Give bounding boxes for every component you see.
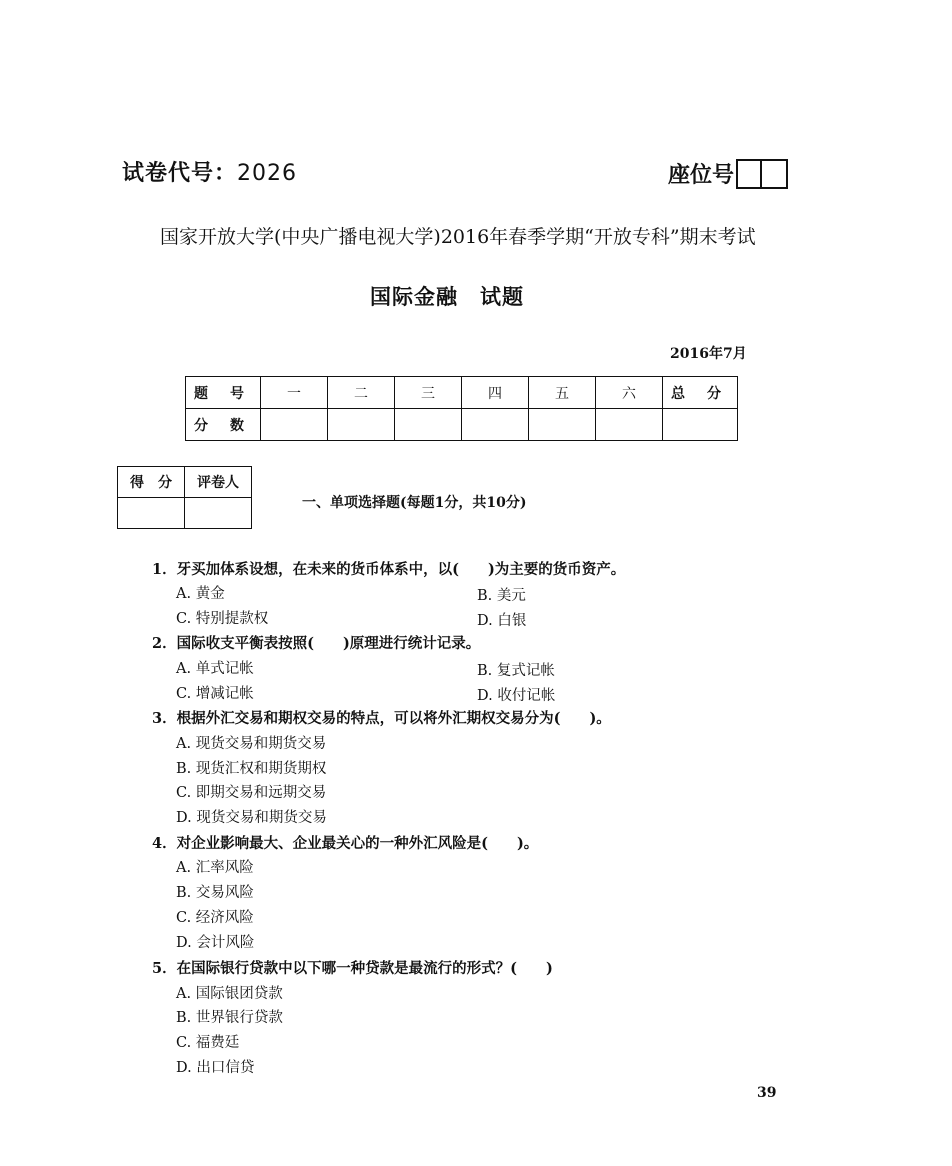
score-table-cell: 五	[529, 377, 596, 409]
question-option: A. 黄金	[176, 586, 225, 602]
question-option: B. 现货汇权和期货期权	[176, 761, 327, 777]
question-stem: 2．国际收支平衡表按照( )原理进行统计记录。	[152, 635, 481, 652]
question-option: B. 世界银行贷款	[176, 1010, 283, 1026]
question-stem: 1．牙买加体系设想，在未来的货币体系中，以( )为主要的货币资产。	[152, 561, 626, 578]
score-entry-cell[interactable]	[596, 409, 663, 441]
question-option: D. 收付记帐	[477, 688, 556, 704]
exam-date: 2016年7月	[670, 346, 747, 362]
question-option: B. 美元	[477, 588, 526, 604]
seat-label: 座位号	[668, 162, 735, 188]
paper-code	[122, 156, 297, 187]
question-option: A. 单式记帐	[176, 661, 254, 677]
question-stem: 4．对企业影响最大、企业最关心的一种外汇风险是( )。	[152, 835, 539, 852]
grader-name-cell[interactable]	[185, 498, 252, 529]
question-option: C. 即期交易和远期交易	[176, 785, 327, 801]
score-entry-cell[interactable]	[462, 409, 529, 441]
question-stem: 5．在国际银行贷款中以下哪一种贷款是最流行的形式？( )	[152, 960, 553, 977]
score-table-cell: 三	[395, 377, 462, 409]
score-entry-cell[interactable]	[529, 409, 596, 441]
score-table-cell: 总 分	[663, 377, 738, 409]
grader-score-label: 得 分	[118, 467, 185, 498]
question-option: A. 国际银团贷款	[176, 986, 283, 1002]
subject-title: 国际金融 试题	[370, 284, 524, 309]
score-table-cell: 一	[261, 377, 328, 409]
score-entry-cell[interactable]	[663, 409, 738, 441]
grader-table	[117, 466, 252, 529]
question-option: A. 现货交易和期货交易	[176, 736, 327, 752]
question-option: A. 汇率风险	[176, 860, 254, 876]
seat-number	[668, 158, 788, 189]
paper-code-label: 试卷代号：	[122, 160, 238, 186]
question-option: D. 出口信贷	[176, 1060, 255, 1076]
exam-title: 国家开放大学(中央广播电视大学)2016年春季学期“开放专科”期末考试	[160, 226, 756, 248]
page-number: 39	[757, 1085, 777, 1101]
question-option: B. 复式记帐	[477, 663, 555, 679]
question-option: D. 会计风险	[176, 935, 255, 951]
question-option: C. 特别提款权	[176, 611, 269, 627]
score-table-header-row	[186, 377, 738, 409]
question-option: D. 白银	[477, 613, 527, 629]
score-table-cell: 分 数	[186, 409, 261, 441]
seat-number-box	[736, 159, 788, 189]
section-title: 一、单项选择题(每题1分，共10分)	[302, 495, 527, 511]
score-table-score-row	[186, 409, 738, 441]
score-table-cell: 四	[462, 377, 529, 409]
question-option: C. 增减记帐	[176, 686, 254, 702]
question-option: D. 现货交易和期货交易	[176, 810, 327, 826]
question-option: C. 福费廷	[176, 1035, 240, 1051]
score-entry-cell[interactable]	[328, 409, 395, 441]
score-entry-cell[interactable]	[395, 409, 462, 441]
question-stem: 3．根据外汇交易和期权交易的特点，可以将外汇期权交易分为( )。	[152, 710, 611, 727]
score-table	[185, 376, 738, 441]
question-option: C. 经济风险	[176, 910, 254, 926]
question-option: B. 交易风险	[176, 885, 254, 901]
paper-code-number: 2026	[237, 161, 298, 186]
score-table-cell: 二	[328, 377, 395, 409]
grader-label: 评卷人	[185, 467, 252, 498]
score-table-cell: 题 号	[186, 377, 261, 409]
score-table-cell: 六	[596, 377, 663, 409]
score-entry-cell[interactable]	[261, 409, 328, 441]
grader-score-cell[interactable]	[118, 498, 185, 529]
